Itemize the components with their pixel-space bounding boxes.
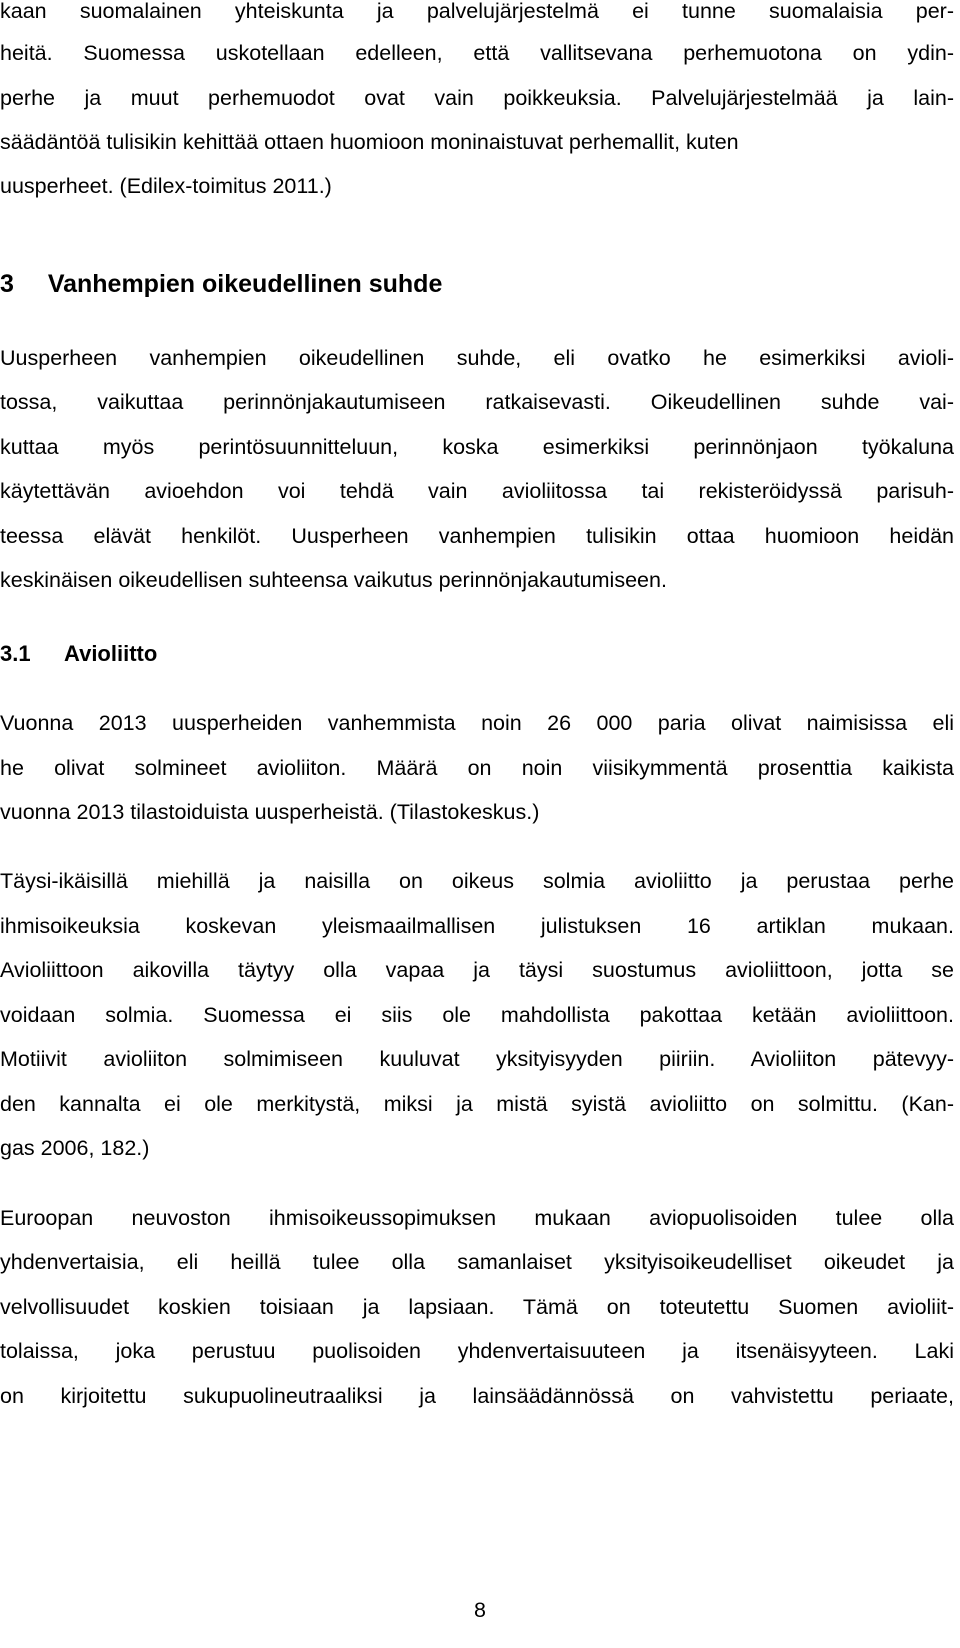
- paragraph-line: on kirjoitettu sukupuolineutraaliksi ja lainsäädännössä on vahvistettu periaate,: [0, 1384, 954, 1408]
- paragraph-line: tolaissa, joka perustuu puolisoiden yhdenvertaisuuteen ja itsenäisyyteen. Laki: [0, 1339, 954, 1363]
- section-number: 3: [0, 270, 14, 298]
- paragraph-line: vuonna 2013 tilastoiduista uusperheistä. (Tilastokeskus.): [0, 800, 540, 824]
- paragraph-line: velvollisuudet koskien toisiaan ja lapsiaan. Tämä on toteutettu Suomen avioliit-: [0, 1295, 954, 1319]
- paragraph-line: ihmisoikeuksia koskevan yleismaailmallisen julistuksen 16 artiklan mukaan.: [0, 914, 954, 938]
- paragraph-line: Avioliittoon aikovilla täytyy olla vapaa ja täysi suostumus avioliittoon, jotta se: [0, 958, 954, 982]
- paragraph-line: käytettävän avioehdon voi tehdä vain avioliitossa tai rekisteröidyssä parisuh-: [0, 479, 954, 503]
- paragraph-line: Motiivit avioliiton solmimiseen kuuluvat yksityisyyden piiriin. Avioliiton pätevyy-: [0, 1047, 954, 1071]
- paragraph-line: voidaan solmia. Suomessa ei siis ole mahdollista pakottaa ketään avioliittoon.: [0, 1003, 954, 1027]
- paragraph-line: säädäntöä tulisikin kehittää ottaen huomioon moninaistuvat perhemallit, kuten: [0, 130, 739, 154]
- paragraph-line: kaan suomalainen yhteiskunta ja palvelujärjestelmä ei tunne suomalaisia per-: [0, 0, 954, 23]
- subsection-heading: [0, 641, 157, 667]
- paragraph-line: tossa, vaikuttaa perinnönjakautumiseen ratkaisevasti. Oikeudellinen suhde vai-: [0, 390, 954, 414]
- section-title: Vanhempien oikeudellinen suhde: [47, 270, 443, 298]
- paragraph-line: Vuonna 2013 uusperheiden vanhemmista noin 26 000 paria olivat naimisissa eli: [0, 711, 954, 735]
- paragraph-line: gas 2006, 182.): [0, 1136, 150, 1160]
- paragraph-line: kuttaa myös perintösuunnitteluun, koska esimerkiksi perinnönjaon työkaluna: [0, 435, 954, 459]
- section-heading: [0, 270, 442, 299]
- paragraph-line: den kannalta ei ole merkitystä, miksi ja mistä syistä avioliitto on solmittu. (Kan-: [0, 1092, 954, 1116]
- paragraph-line: keskinäisen oikeudellisen suhteensa vaikutus perinnönjakautumiseen.: [0, 568, 667, 592]
- paragraph-line: perhe ja muut perhemuodot ovat vain poikkeuksia. Palvelujärjestelmää ja lain-: [0, 86, 954, 110]
- paragraph-line: heitä. Suomessa uskotellaan edelleen, että vallitsevana perhemuotona on ydin-: [0, 41, 954, 65]
- subsection-title: Avioliitto: [64, 641, 158, 666]
- paragraph-line: Täysi-ikäisillä miehillä ja naisilla on oikeus solmia avioliitto ja perustaa perhe: [0, 869, 954, 893]
- paragraph-line: he olivat solmineet avioliiton. Määrä on noin viisikymmentä prosenttia kaikista: [0, 756, 954, 780]
- page-number: 8: [474, 1598, 486, 1622]
- subsection-number: 3.1: [0, 641, 31, 666]
- paragraph-line: Uusperheen vanhempien oikeudellinen suhde, eli ovatko he esimerkiksi avioli-: [0, 346, 954, 370]
- paragraph-line: yhdenvertaisia, eli heillä tulee olla samanlaiset yksityisoikeudelliset oikeudet ja: [0, 1250, 954, 1274]
- paragraph-line: Euroopan neuvoston ihmisoikeussopimuksen mukaan aviopuolisoiden tulee olla: [0, 1206, 954, 1230]
- paragraph-line: teessa elävät henkilöt. Uusperheen vanhempien tulisikin ottaa huomioon heidän: [0, 524, 954, 548]
- paragraph-line: uusperheet. (Edilex-toimitus 2011.): [0, 174, 332, 198]
